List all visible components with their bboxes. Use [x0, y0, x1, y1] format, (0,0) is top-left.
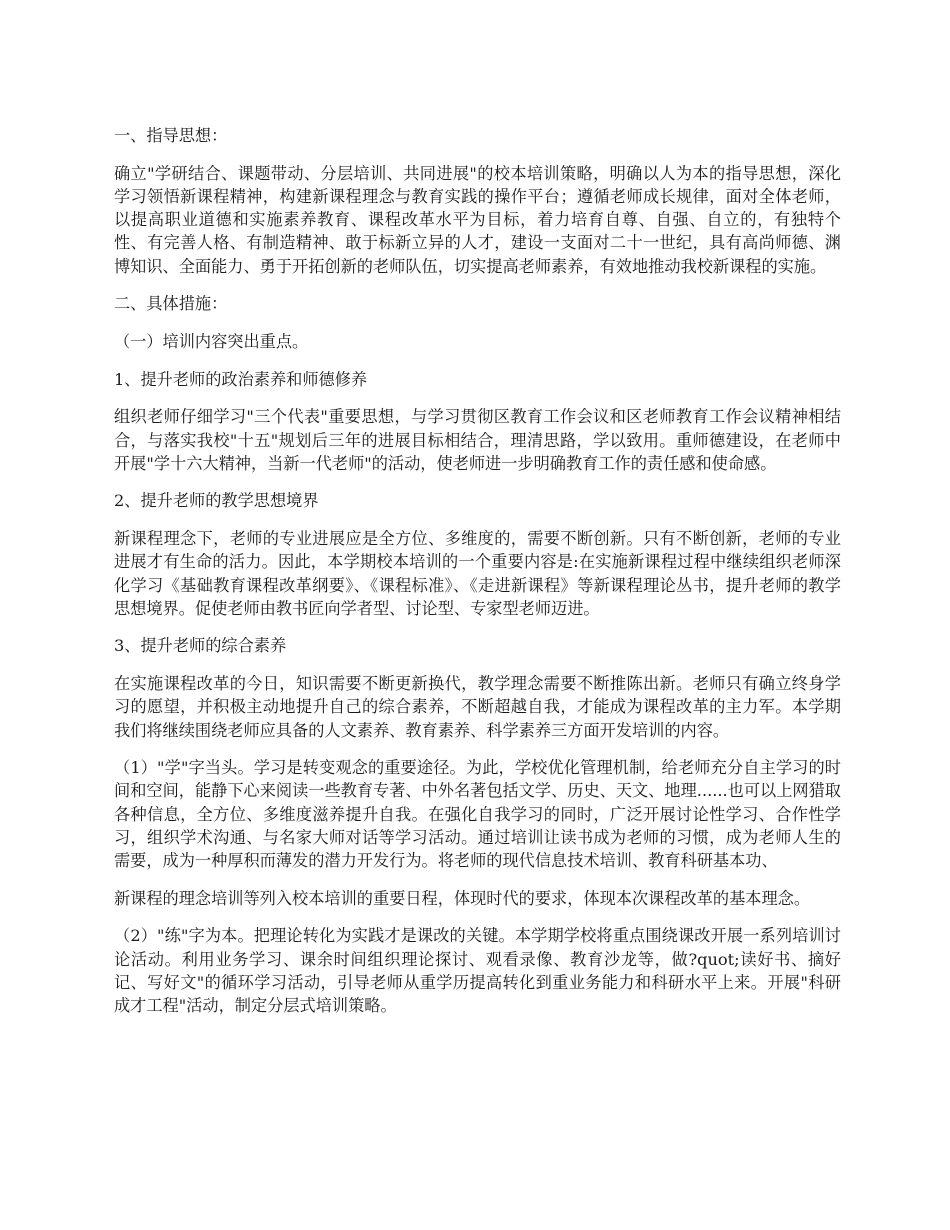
- section-heading-specific-measures: 二、具体措施：: [114, 294, 228, 314]
- subsection-heading-training-content: （一）培训内容突出重点。: [114, 331, 309, 351]
- paragraph-practice-based: （2）"练"字为本。把理论转化为实践才是课改的关键。本学期学校将重点围绕课改开展一系列培训讨论活动。利用业务学习、课余时间组织理论探讨、观看录像、教育沙龙等，做?quot;读好书、摘好记、写好文"的循环学习活动，引导老师从重学历提高转化到重业务能力和科研水平上来。开展"科研成才工程"活动，制定分层式培训策略。: [114, 926, 841, 1016]
- section-heading-guiding-thought: 一、指导思想：: [114, 126, 228, 145]
- paragraph-political-literacy: 组织老师仔细学习"三个代表"重要思想，与学习贯彻区教育工作会议和区老师教育工作会议精神相结合，与落实我校"十五"规划后三年的进展目标相结合，理清思路，学以致用。重师德建设，在老师中开展"学十六大精神，当新一代老师"的活动，使老师进一步明确教育工作的责任感和使命感。: [114, 407, 841, 473]
- paragraph-guiding-thought: 确立"学研结合、课题带动、分层培训、共同进展"的校本培训策略，明确以人为本的指导思想，深化学习领悟新课程精神，构建新课程理念与教育实践的操作平台；遵循老师成长规律，面对全体老师，以提高职业道德和实施素养教育、课程改革水平为目标，着力培育自尊、自强、自立的，有独特个性、有完善人格、有制造精神、敢于标新立异的人才，建设一支面对二十一世纪，具有高尚师德、渊博知识、全面能力、勇于开拓创新的老师队伍，切实提高老师素养，有效地推动我校新课程的实施。: [114, 163, 841, 276]
- document-body: [114, 124, 841, 1032]
- paragraph-new-curriculum-training: 新课程的理念培训等列入校本培训的重要日程，体现时代的要求，体现本次课程改革的基本理念。: [114, 888, 811, 908]
- paragraph-learning-first: （1）"学"字当头。学习是转变观念的重要途径。为此，学校优化管理机制，给老师充分自主学习的时间和空间，能静下心来阅读一些教育专著、中外名著包括文学、历史、天文、地理......也可以上网猎取各种信息，全方位、多维度滋养提升自我。在强化自我学习的同时，广泛开展讨论性学习、合作性学习，组织学术沟通、与名家大师对话等学习活动。通过培训让读书成为老师的习惯，成为老师人生的需要，成为一种厚积而薄发的潜力开发行为。将老师的现代信息技术培训、教育科研基本功、: [114, 758, 841, 871]
- item-heading-comprehensive-literacy: 3、提升老师的综合素养: [114, 636, 287, 656]
- item-heading-teaching-thought: 2、提升老师的教学思想境界: [114, 491, 319, 511]
- paragraph-comprehensive-literacy: 在实施课程改革的今日，知识需要不断更新换代，教学理念需要不断推陈出新。老师只有确立终身学习的愿望，并积极主动地提升自己的综合素养，不断超越自我，才能成为课程改革的主力军。本学期我们将继续围绕老师应具备的人文素养、教育素养、科学素养三方面开发培训的内容。: [114, 674, 841, 740]
- item-heading-political-literacy: 1、提升老师的政治素养和师德修养: [114, 369, 368, 389]
- paragraph-teaching-thought: 新课程理念下，老师的专业进展应是全方位、多维度的，需要不断创新。只有不断创新，老师的专业进展才有生命的活力。因此，本学期校本培训的一个重要内容是:在实施新课程过程中继续组织老师深化学习《基础教育课程改革纲要》、《课程标准》、《走进新课程》等新课程理论丛书，提升老师的教学思想境界。促使老师由教书匠向学者型、讨论型、专家型老师迈进。: [114, 529, 841, 618]
